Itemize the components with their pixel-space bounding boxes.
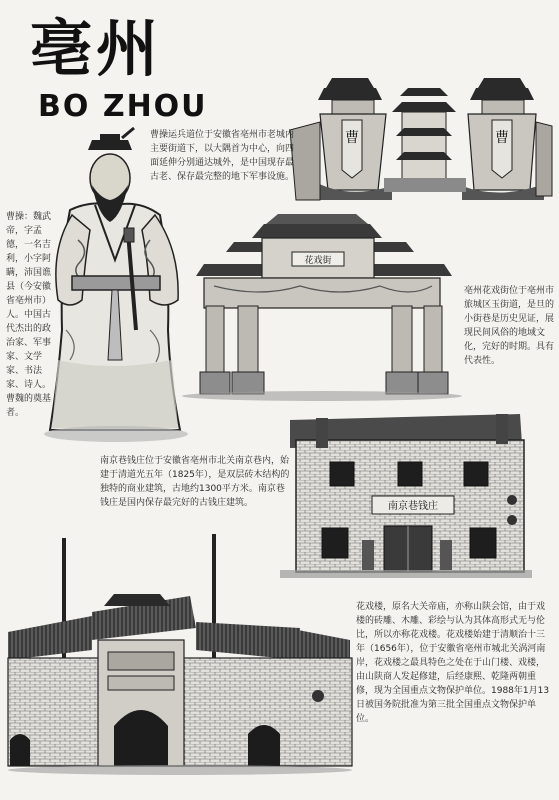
note-cao-cao-tunnel: 曹操运兵道位于安徽省亳州市老城内主要街道下，以大隅首为中心，向四面延伸分别通达城外，是中国现存最古老、保存最完整的地下军事设施。	[150, 130, 295, 182]
left-gate-sign: 曹	[345, 130, 359, 146]
archway-plaque: 花戏街	[304, 256, 332, 266]
huaxi-street-archway	[182, 214, 462, 401]
bank-plaque: 南京巷钱庄	[388, 501, 438, 512]
title-chinese: 亳州	[30, 12, 163, 85]
nanjing-lane-bank-building	[280, 414, 532, 578]
note-huaxi-street: 亳州花戏街位于亳州市旅城区玉街道，是旦的小街巷是历史见证，展现民间风俗的地域文化，完好的时期。具有代表性。	[464, 286, 555, 366]
right-gate-sign: 曹	[495, 130, 509, 146]
note-bank: 南京巷钱庄位于安徽省亳州市北关南京巷内，始建于清道光五年（1825年），是双层砖木结构的独特的商业建筑，古地约1300平方米。南京巷钱庄是国内保存最完好的古钱庄建筑。	[100, 456, 290, 508]
note-huaxilou: 花戏楼，原名大关帝庙，亦称山陕会馆，由于戏楼的砖雕、木雕、彩绘与认为其体高形式无与伦比，所以亦称花戏楼。花戏楼始建于清顺治十三年（1656年），位于安徽省亳州市城北关涡河南岸，花戏楼之最具特色之处在于山门楼、戏楼，由山陕商人发起修建，后经康熙、乾隆两朝重修，现为全国重点文物保护单位。1988年1月13日被国务院批准为第三批全国重点文物保护单位。	[356, 602, 550, 724]
underground-tunnel-gate	[290, 78, 552, 200]
title-english: BO ZHOU	[38, 89, 208, 124]
note-cao-cao-bio: 曹操：魏武帝，字孟德，一名吉利，小字阿瞒，沛国谯县（今安徽省亳州市）人。中国古代杰出的政治家、军事家、文学家、书法家、诗人。曹魏的奠基者。	[6, 212, 52, 418]
